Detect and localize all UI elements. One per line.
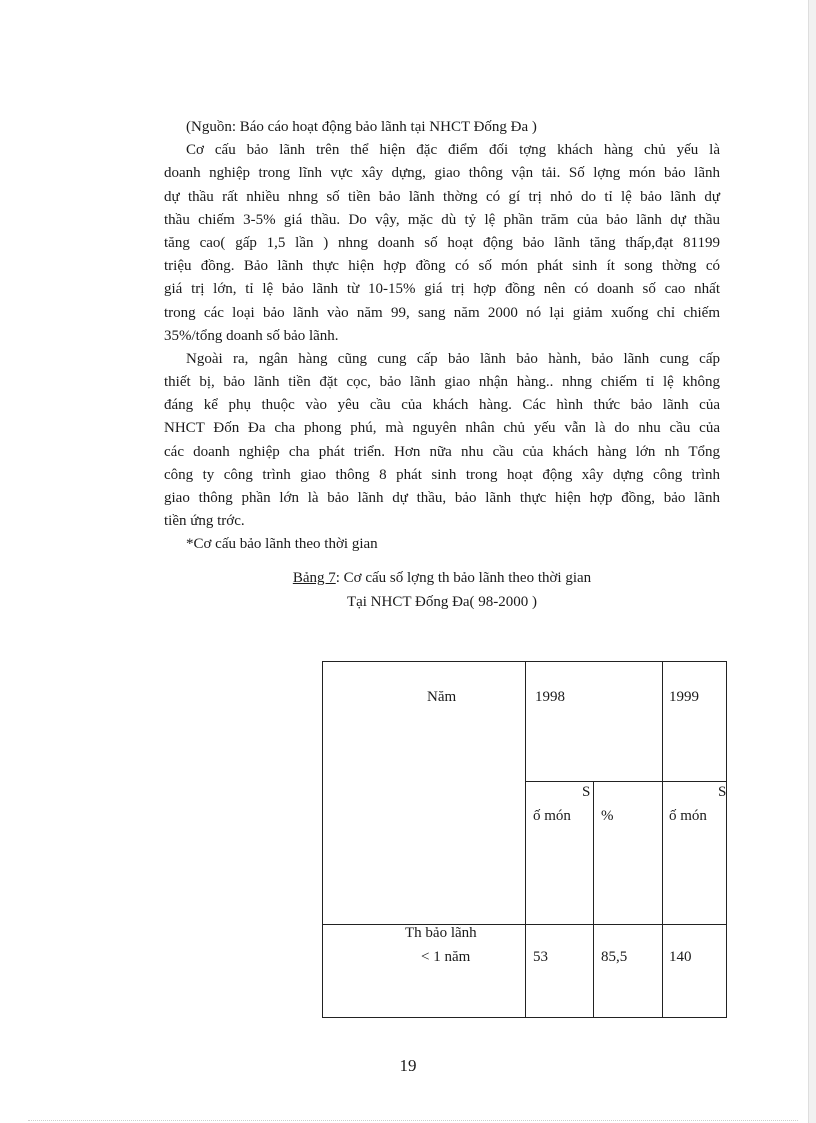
text-line: giao thông phần lớn là bảo lãnh dự thầu, bảo lãnh thực hiện hợp đồng, bảo lãnh	[164, 490, 720, 506]
table-divider	[525, 662, 526, 1017]
subheader-percent-1998: %	[601, 808, 614, 824]
text-line: doanh nghiệp trong lĩnh vực xây dựng, giao thông vận tải. Số lợng món bảo lãnh	[164, 165, 720, 182]
subheader-s-1999: S	[718, 784, 727, 800]
row-label-period: < 1 năm	[421, 949, 471, 965]
cell-count-1998: 53	[533, 949, 548, 965]
paragraph-1	[164, 139, 720, 348]
table-divider	[323, 924, 726, 925]
row-label: Th bảo lãnh	[405, 925, 477, 941]
year-1998-header: 1998	[535, 689, 565, 705]
section-heading: *Cơ cấu bảo lãnh theo thời gian	[186, 536, 378, 553]
page-number: 19	[399, 1056, 417, 1075]
page-bottom-rule	[28, 1120, 798, 1121]
text-line: thiết bị, bảo lãnh tiền đặt cọc, bảo lãnh giao nhận hàng.. nhng chiếm tỉ lệ không	[164, 374, 720, 391]
table-subtitle: Tại NHCT Đống Đa( 98-2000 )	[346, 594, 538, 610]
text-line: tăng cao( gấp 1,5 lần ) nhng doanh số hoạt động bảo lãnh tăng thấp,đạt 81199	[164, 234, 720, 251]
cell-count-1999: 140	[669, 949, 692, 965]
text-line: giá trị lớn, tỉ lệ bảo lãnh từ 10-15% giá trị hợp đồng nên có doanh số cao nhất	[164, 281, 720, 298]
year-1999-header: 1999	[669, 689, 699, 705]
subheader-s-1998: S	[582, 784, 591, 800]
source-note: (Nguồn: Báo cáo hoạt động bảo lãnh tại NHCT Đống Đa )	[186, 119, 537, 135]
paragraph-2	[164, 348, 720, 534]
text-line: triệu đồng. Bảo lãnh thực hiện hợp đồng có số món phát sinh ít song thờng có	[164, 258, 720, 275]
subheader-count-1998: ố món	[533, 808, 571, 824]
table-label: Bảng 7	[292, 570, 336, 586]
text-line: đáng kể phụ thuộc vào yêu cầu của khách hàng. Các hình thức bảo lãnh của	[164, 397, 720, 414]
text-line: tiền ứng trớc.	[164, 513, 245, 530]
table-title: : Cơ cấu số lợng th bảo lãnh theo thời gian	[335, 570, 592, 586]
guarantee-table	[322, 661, 727, 1018]
cell-percent-1998: 85,5	[601, 949, 628, 965]
text-line: Ngoài ra, ngân hàng cũng cung cấp bảo lãnh bảo hành, bảo lãnh cung cấp	[186, 350, 720, 367]
table-caption	[164, 567, 720, 590]
text-line: dự thầu rất nhiều nhng số tiền bảo lãnh thờng có gí trị nhỏ do tỉ lệ bảo lãnh dự	[164, 188, 720, 205]
header-corner: Năm	[427, 689, 457, 705]
text-line: 35%/tổng doanh số bảo lãnh.	[164, 327, 339, 344]
body-text	[164, 116, 720, 557]
text-line: các doanh nghiệp cha phát triển. Hơn nữa nhu cầu của khách hàng lớn nh Tổng	[164, 443, 720, 460]
table-divider	[525, 781, 726, 782]
text-line: Cơ cấu bảo lãnh trên thể hiện đặc điểm đối tợng khách hàng chủ yếu là	[186, 142, 720, 159]
text-line: NHCT Đốn Đa cha phong phú, mà nguyên nhân chủ yếu vẫn là do nhu cầu của	[164, 420, 720, 437]
subheader-count-1999: ố món	[669, 808, 707, 824]
text-line: công ty công trình giao thông 8 phát sinh trong hoạt động xây dựng công trình	[164, 466, 720, 483]
table-divider	[593, 781, 594, 1017]
text-line: trong các loại bảo lãnh vào năm 99, sang năm 2000 nó lại giảm xuống chỉ chiếm	[164, 304, 720, 321]
text-line: thầu chiếm 3-5% giá thầu. Do vậy, mặc dù tỷ lệ phần trăm của bảo lãnh dự thầu	[164, 211, 720, 228]
table-divider	[662, 662, 663, 1017]
page-edge-bar	[808, 0, 816, 1123]
